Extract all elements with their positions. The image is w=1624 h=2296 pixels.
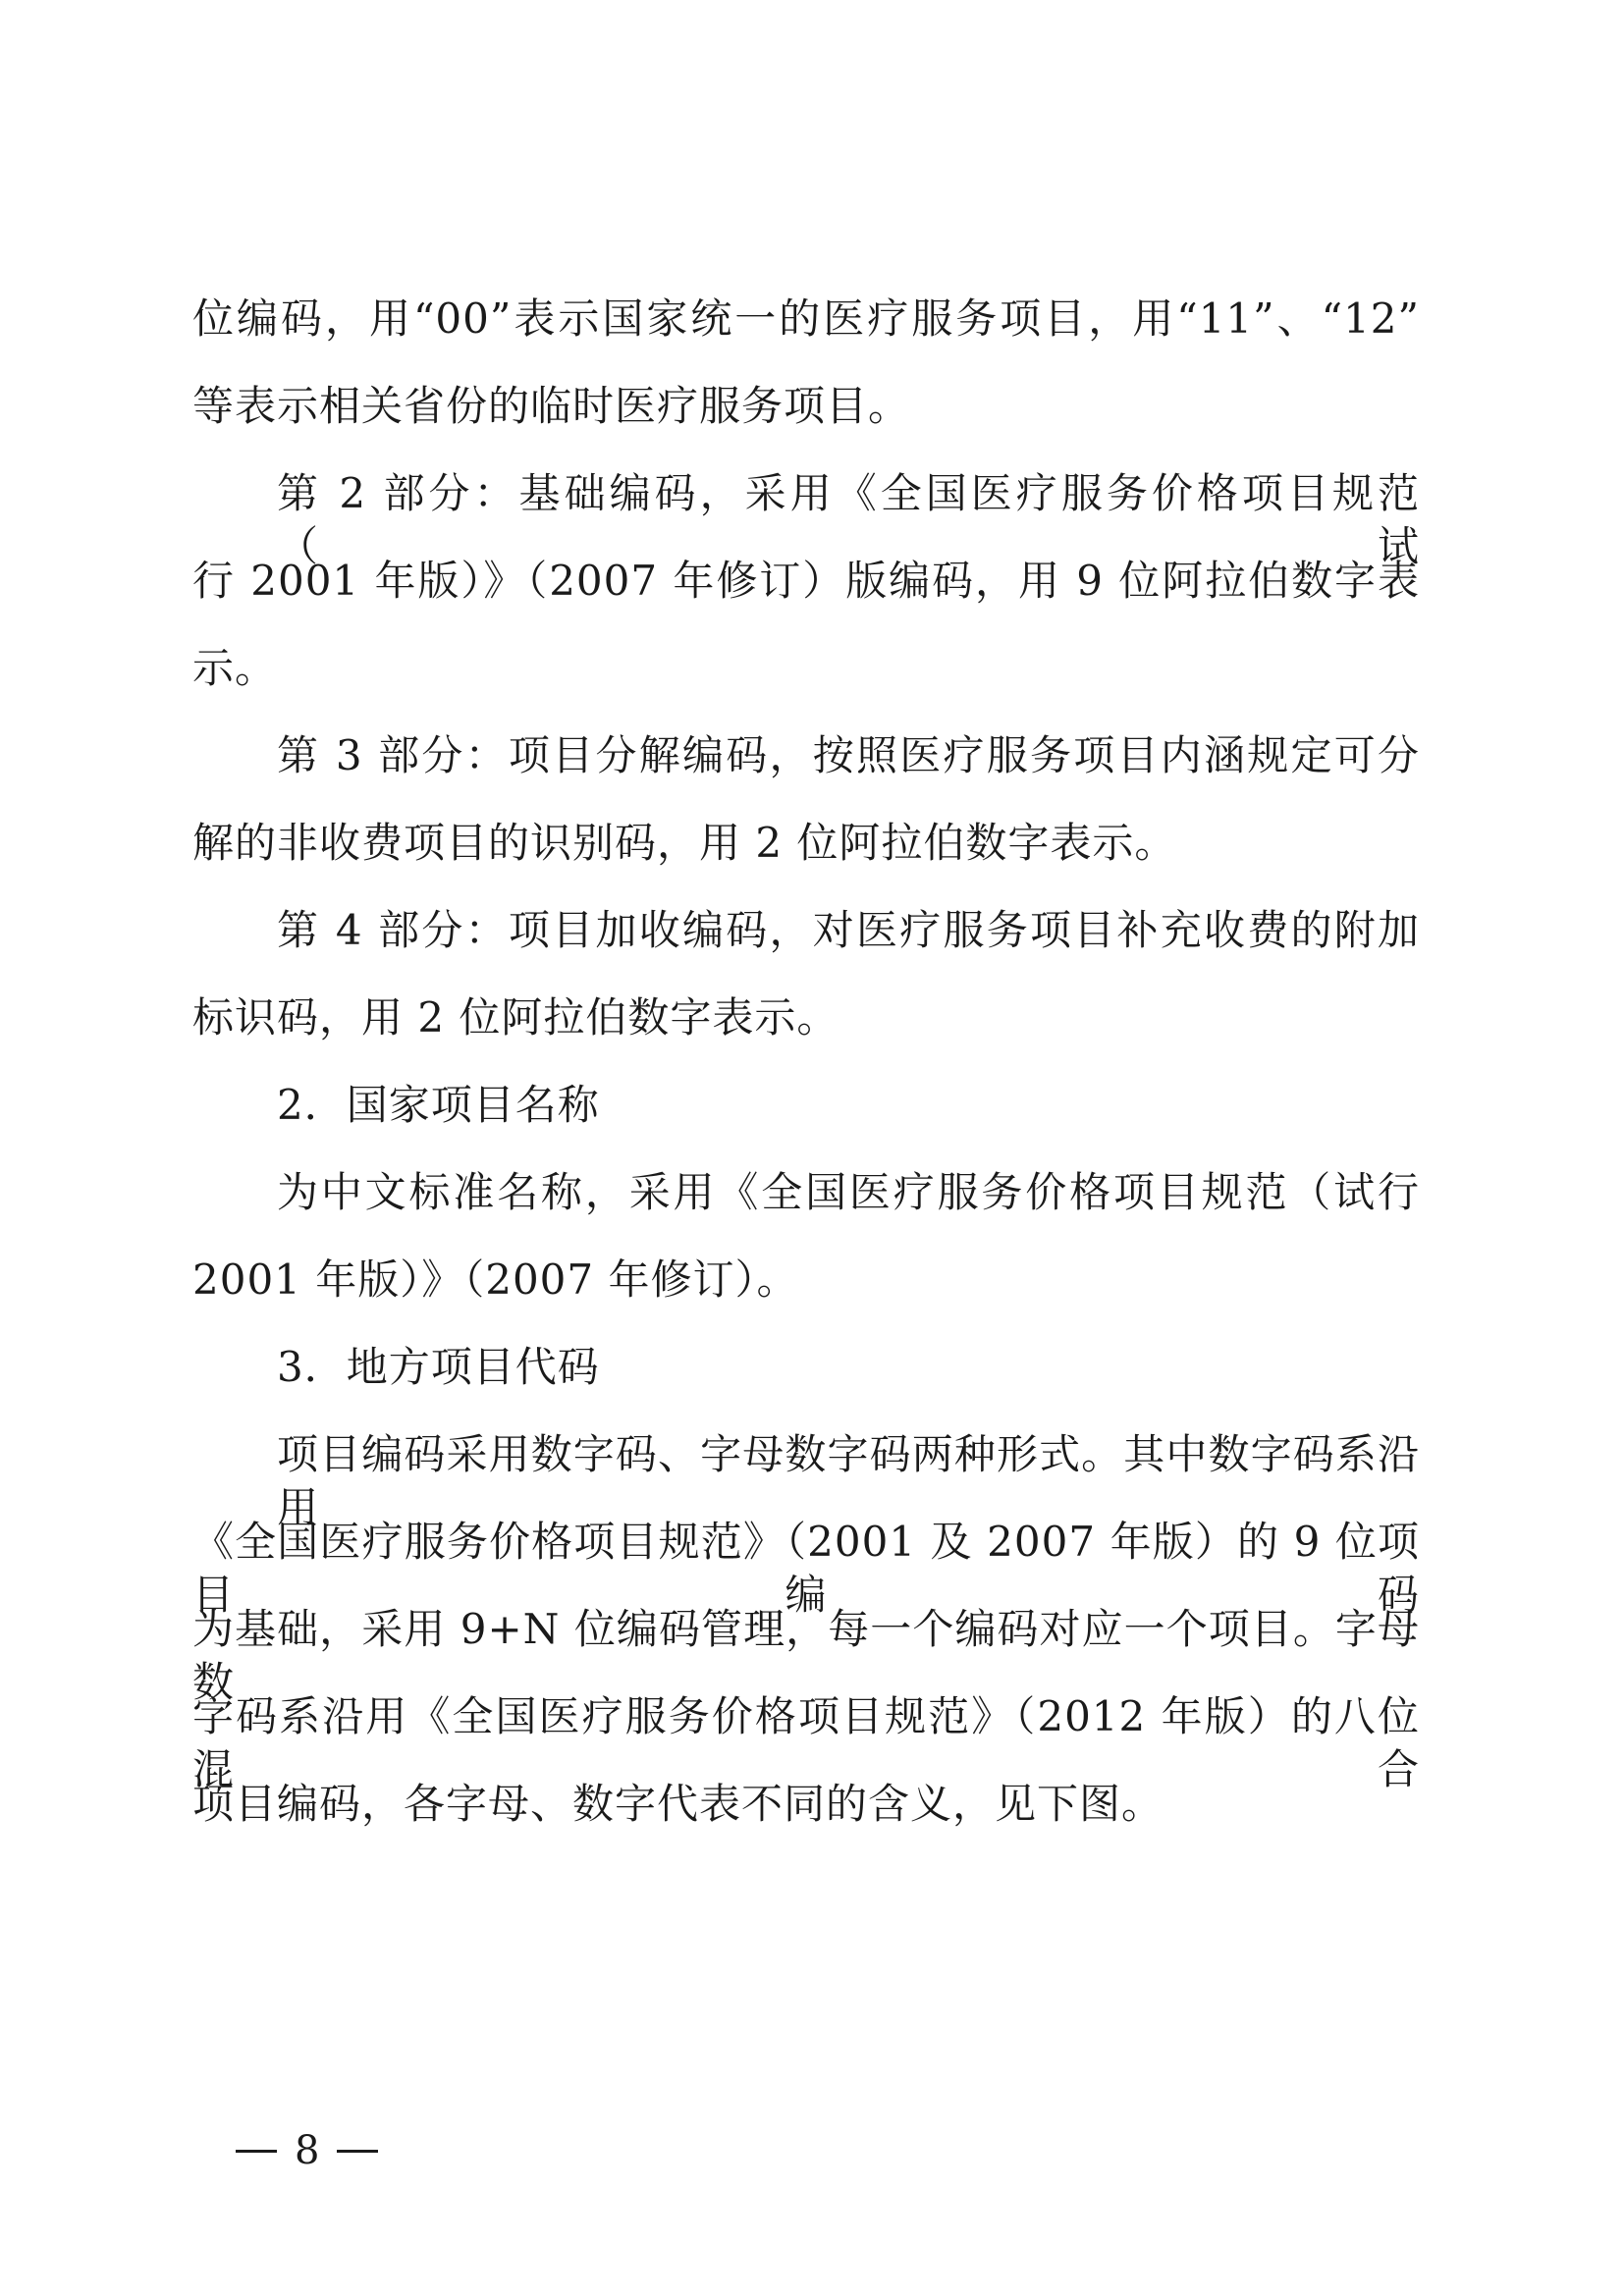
paragraph-line: 标识码，用 2 位阿拉伯数字表示。	[192, 993, 839, 1041]
paragraph-line: 示。	[192, 644, 278, 692]
paragraph-line: 行 2001 年版）》（2007 年修订）版编码，用 9 位阿拉伯数字表	[192, 557, 1420, 605]
paragraph-line: 第 2 部分：基础编码，采用《全国医疗服务价格项目规范（试	[277, 469, 1420, 570]
paragraph-line: 位编码，用“00”表示国家统一的医疗服务项目，用“11”、“12”	[192, 294, 1420, 343]
footer-dash-right	[337, 2150, 378, 2153]
page-footer	[236, 2126, 378, 2175]
paragraph-line: 《全国医疗服务价格项目规范》（2001 及 2007 年版）的 9 位项目编码	[192, 1518, 1420, 1619]
paragraph-line: 项目编码采用数字码、字母数字码两种形式。其中数字码系沿用	[277, 1430, 1420, 1531]
paragraph-line: 项目编码，各字母、数字代表不同的含义，见下图。	[192, 1780, 1164, 1828]
paragraph-line: 第 4 部分：项目加收编码，对医疗服务项目补充收费的附加	[277, 906, 1420, 954]
paragraph-line: 字码系沿用《全国医疗服务价格项目规范》（2012 年版）的八位混合	[192, 1692, 1420, 1793]
section-heading: 2．国家项目名称	[277, 1081, 600, 1129]
paragraph-line: 解的非收费项目的识别码，用 2 位阿拉伯数字表示。	[192, 819, 1177, 867]
paragraph-line: 等表示相关省份的临时医疗服务项目。	[192, 382, 911, 430]
page-number: 8	[295, 2128, 320, 2173]
paragraph-line: 第 3 部分：项目分解编码，按照医疗服务项目内涵规定可分	[277, 731, 1420, 779]
paragraph-line: 2001 年版）》（2007 年修订）。	[192, 1255, 799, 1304]
footer-dash-left	[236, 2150, 277, 2153]
section-heading: 3．地方项目代码	[277, 1343, 600, 1391]
paragraph-line: 为基础，采用 9+N 位编码管理，每一个编码对应一个项目。字母数	[192, 1605, 1420, 1706]
paragraph-line: 为中文标准名称，采用《全国医疗服务价格项目规范（试行	[277, 1168, 1420, 1216]
